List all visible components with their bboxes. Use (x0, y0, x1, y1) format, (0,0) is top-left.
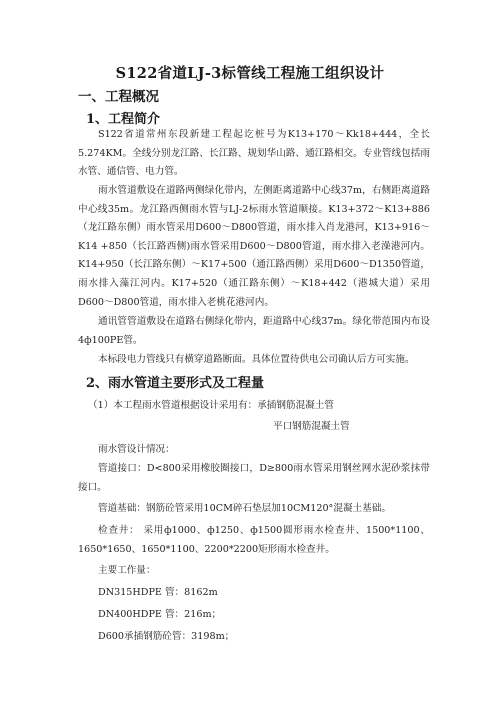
paragraph-pipe-foundation: 管道基础：钢筋砼管采用10CM碎石垫层加10CM120°混凝土基础。 (98, 503, 391, 514)
section-heading-overview: 一、工程概况 (78, 89, 159, 105)
paragraph-storm-pipe-layout: 雨水管道敷设在道路两侧绿化带内，左侧距离道路中心线37m，右侧距离道路中心线35m。龙江路西侧雨水管与LJ-2标雨水管道顺接。K13+372～K13+886（龙江路东侧）雨水管采用D600～D800管道，雨水排入肖龙港河，K13+916～K14 +850（长江路西侧)雨水管采用D600～D800管道，雨水排入老澡港河内。K14+950（长江路东侧）～K17+500（通江路西侧）采用D600～D1350管道，雨水排入藻江河内。K17+520（通江路东侧）～K18+442（港城大道）采用D600～D800管道，雨水排入老桃花港河内。 (78, 185, 430, 308)
workload-item-d600: D600承插钢筋砼管：3198m； (98, 631, 235, 642)
paragraph-telecom-pipe: 通讯管管道敷设在道路右侧绿化带内，距道路中心线37m。绿化带范围内布设4ф100PE管。 (78, 316, 430, 346)
paragraph-pipe-joint: 管道接口：D<800采用橡胶圈接口，D≥800雨水管采用钢丝网水泥砂浆抹带接口。 (78, 463, 430, 493)
workload-item-dn315: DN315HDPE 管：8162m (98, 587, 218, 598)
document-title: S122省道LJ-3标管线工程施工组织设计 (115, 65, 385, 82)
paragraph-inspection-well: 检查井： 采用ф1000、ф1250、ф1500圆形雨水检查井、1500*1100、1650*1650、1650*1100、2200*2200矩形雨水检查井。 (78, 525, 430, 555)
pipe-type-line-2: 平口钢筋混凝土管 (273, 421, 350, 432)
paragraph-power-pipe: 本标段电力管线只有横穿道路断面。具体位置待供电公司确认后方可实施。 (98, 354, 415, 365)
storm-pipe-design-label: 雨水管设计情况： (98, 444, 175, 455)
paragraph-project-intro: S122省道常州东段新建工程起讫桩号为K13+170～Kk18+444，全长5.274KM。全线分别龙江路、长江路、规划华山路、通江路相交。专业管线包括雨水管、通信管、电力管。 (78, 129, 430, 178)
pipe-type-line-1: （1）本工程雨水管道根据设计采用有：承插钢筋混凝土管 (88, 400, 334, 411)
main-workload-label: 主要工作量： (98, 565, 156, 576)
subsection-heading-storm-pipe-types: 2、雨水管道主要形式及工程量 (86, 376, 265, 391)
workload-item-dn400: DN400HDPE 管：216m； (98, 609, 222, 620)
subsection-heading-intro: 1、工程简介 (86, 112, 161, 127)
